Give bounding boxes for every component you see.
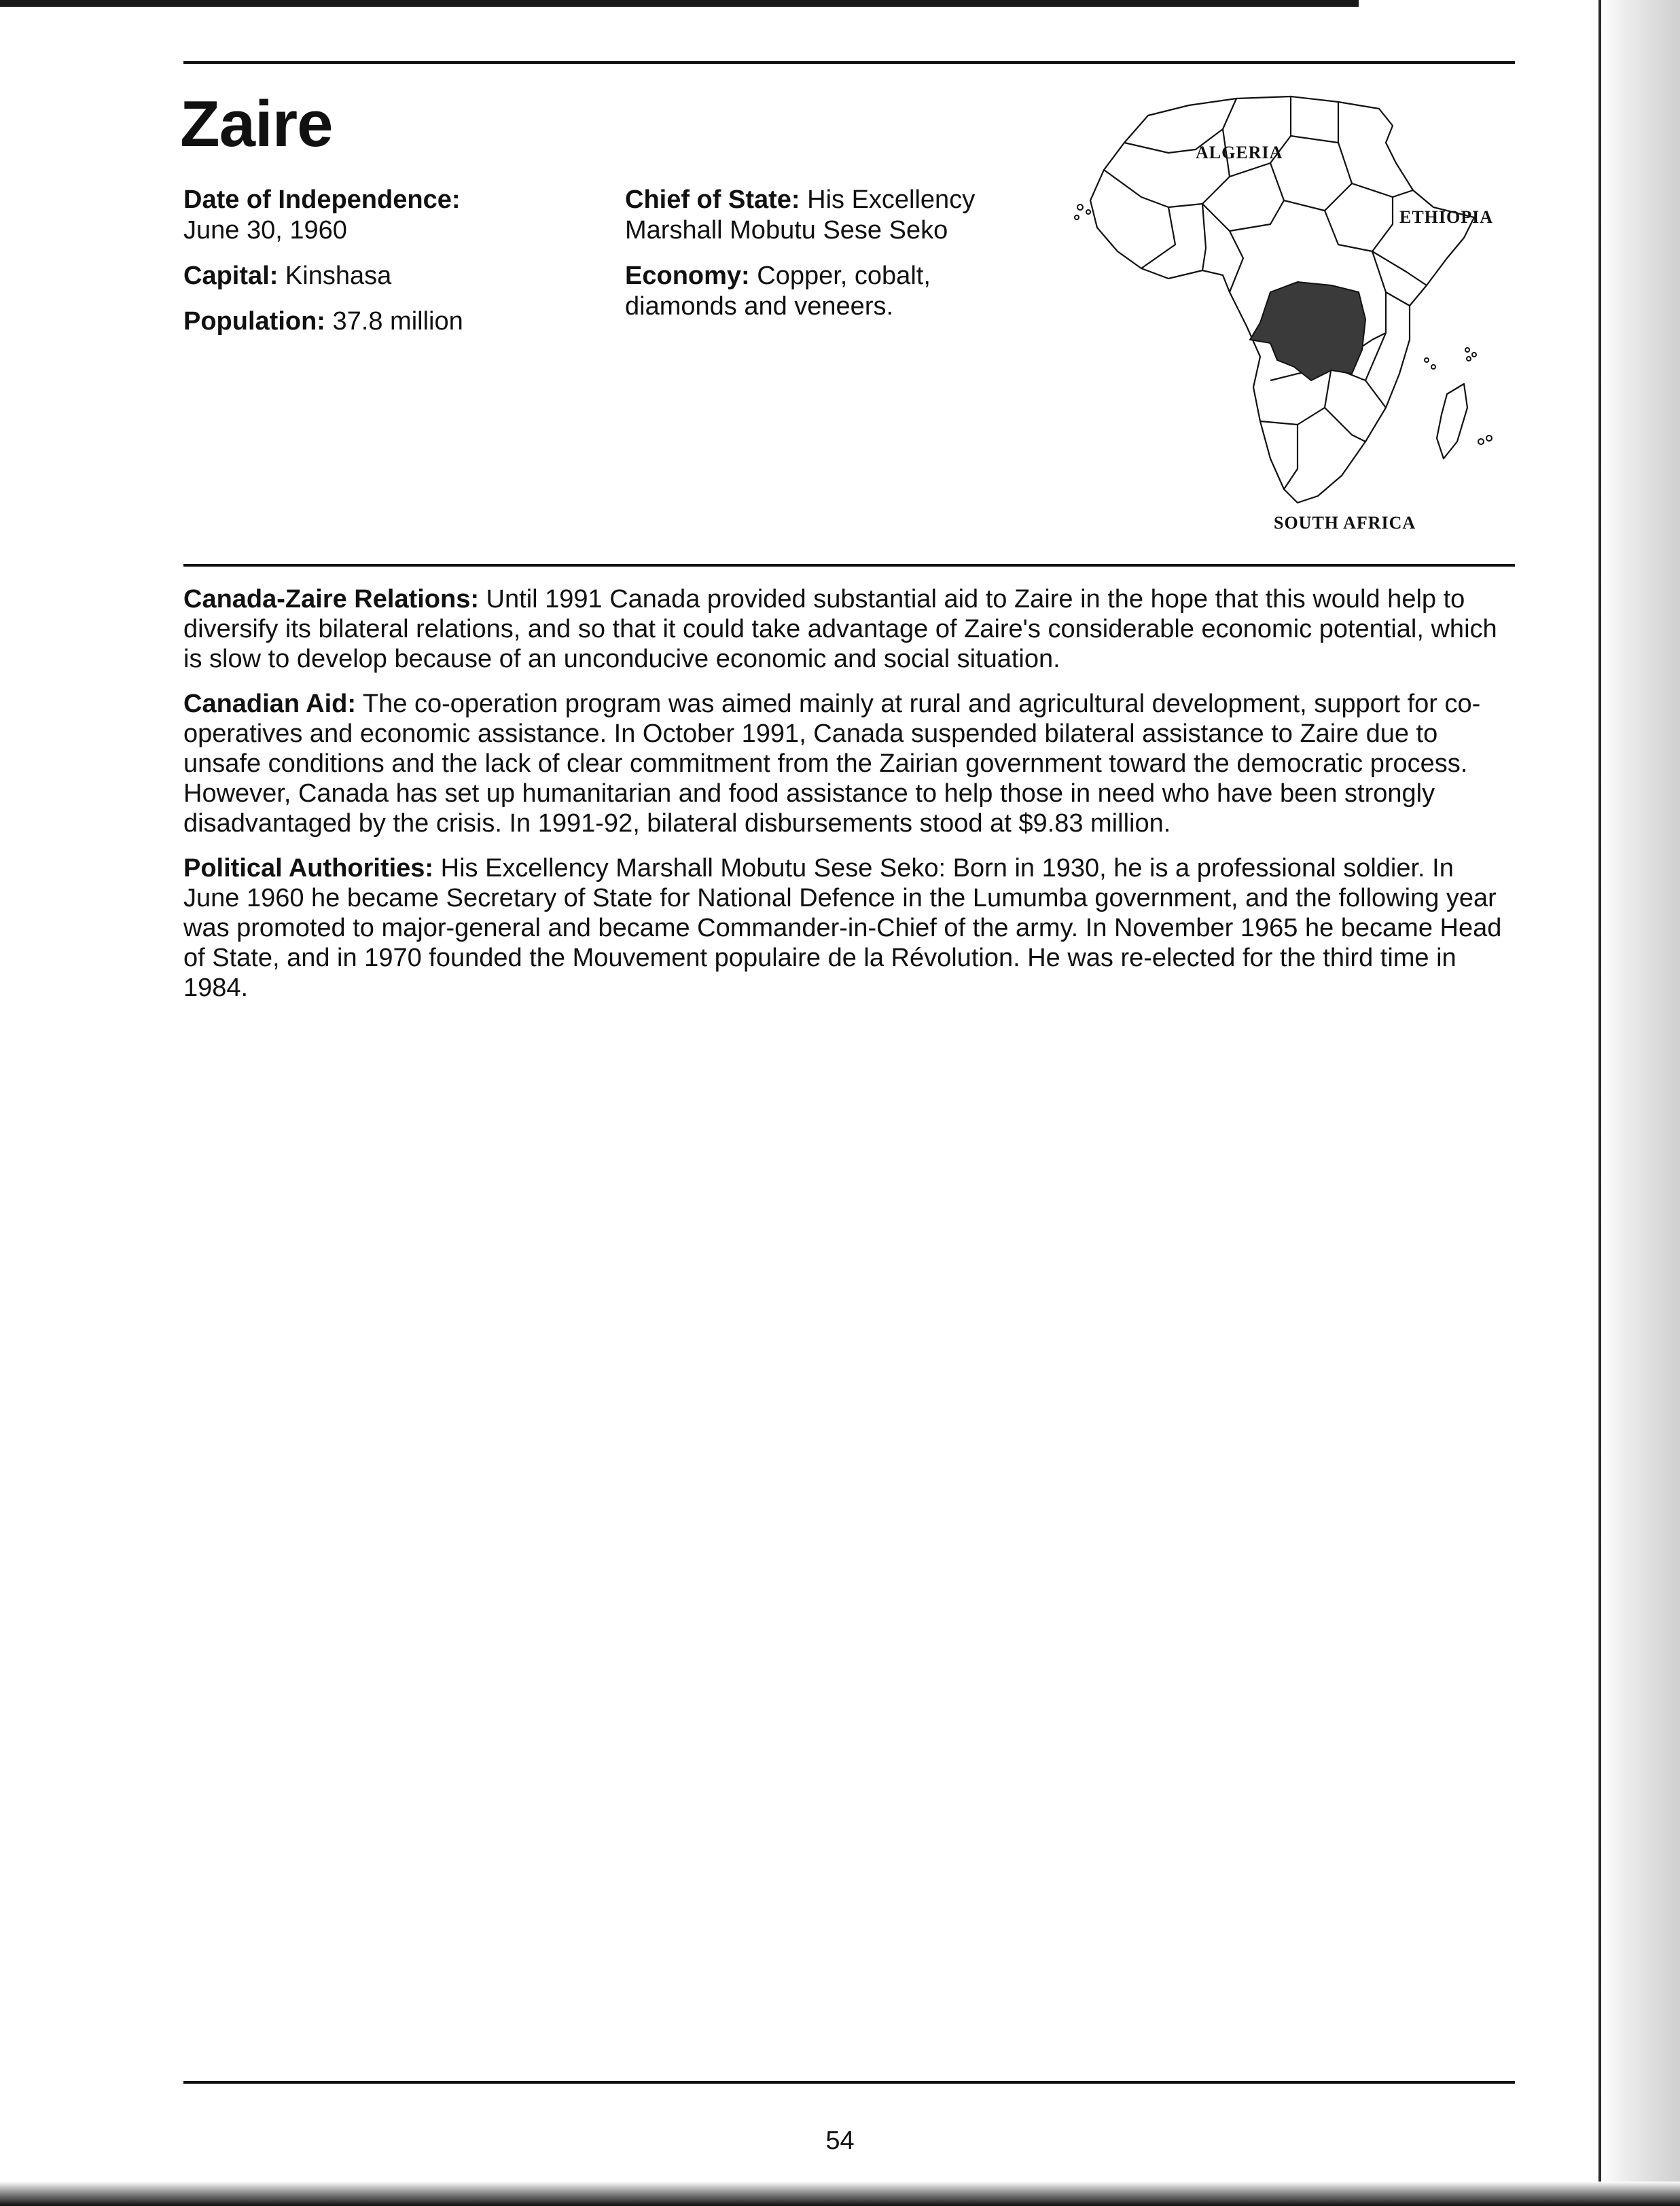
economy-label: Economy: <box>625 262 750 290</box>
page-title: Zaire <box>180 88 333 160</box>
section-rule <box>183 564 1515 567</box>
capital-label: Capital: <box>183 262 279 290</box>
relations-paragraph <box>183 584 1515 674</box>
authorities-text: His Excellency Marshall Mobutu Sese Seko: Born in 1930, he is a professional soldier. In June 1960 he became Secretary of State for National Defence in the Lumumba government, and the following year was promoted to major-general and became Commander-in-Chief of the army. In November 1965 he became Head of State, and in 1970 founded the Mouvement populaire de la Révolution. He was re-elected for the third time in 1984. <box>183 854 1502 1002</box>
capital-value: Kinshasa <box>278 262 392 290</box>
facts-middle-column <box>625 185 1046 337</box>
fact-chief-of-state <box>625 185 1046 246</box>
scan-edge-bottom <box>0 2182 1680 2206</box>
top-rule <box>183 61 1515 64</box>
fact-capital <box>183 261 591 291</box>
africa-map <box>1067 88 1515 537</box>
aid-text: The co-operation program was aimed mainly at rural and agricultural development, support for co-operatives and economic assistance. In October 1991, Canada suspended bilateral assistance to Zaire due to unsafe conditions and the lack of clear commitment from the Zairian government toward the democratic process. However, Canada has set up humanitarian and food assistance to help those in need who have been strongly disadvantaged by the crisis. In 1991-92, bilateral disbursements stood at $9.83 million. <box>183 690 1481 838</box>
fact-independence <box>183 185 591 246</box>
scan-edge-top <box>0 0 1359 7</box>
madagascar-outline <box>1437 384 1467 459</box>
population-label: Population: <box>183 307 325 336</box>
chief-label: Chief of State: <box>625 185 800 214</box>
body-text <box>183 584 1515 1018</box>
relations-label: Canada-Zaire Relations: <box>183 585 479 613</box>
population-value: 37.8 million <box>325 307 463 336</box>
africa-map-graphic <box>1067 88 1515 537</box>
facts-left-column <box>183 185 591 352</box>
map-label-ethiopia: ETHIOPIA <box>1399 207 1494 227</box>
authorities-paragraph <box>183 853 1515 1003</box>
page-number: 54 <box>825 2127 855 2155</box>
authorities-label: Political Authorities: <box>183 854 434 883</box>
scan-edge-right <box>1598 0 1680 2206</box>
relations-text: Until 1991 Canada provided substantial aid to Zaire in the hope that this would help to diversify its bilateral relations, and so that it could take advantage of Zaire's considerable economic potential, which is slow to develop because of an unconducive economic and social situation. <box>183 585 1497 673</box>
aid-paragraph <box>183 689 1515 838</box>
map-label-south-africa: SOUTH AFRICA <box>1274 513 1416 533</box>
chief-value-line1: His Excellency <box>800 185 976 214</box>
independence-label: Date of Independence: <box>183 185 461 214</box>
independence-value: June 30, 1960 <box>183 216 347 245</box>
fact-population <box>183 306 591 337</box>
chief-value-line2: Marshall Mobutu Sese Seko <box>625 216 948 245</box>
bottom-rule <box>183 2081 1515 2084</box>
economy-value-line2: diamonds and veneers. <box>625 292 894 321</box>
economy-value-line1: Copper, cobalt, <box>749 262 931 290</box>
aid-label: Canadian Aid: <box>183 690 357 718</box>
fact-economy <box>625 261 1046 322</box>
map-label-algeria: ALGERIA <box>1196 143 1283 162</box>
